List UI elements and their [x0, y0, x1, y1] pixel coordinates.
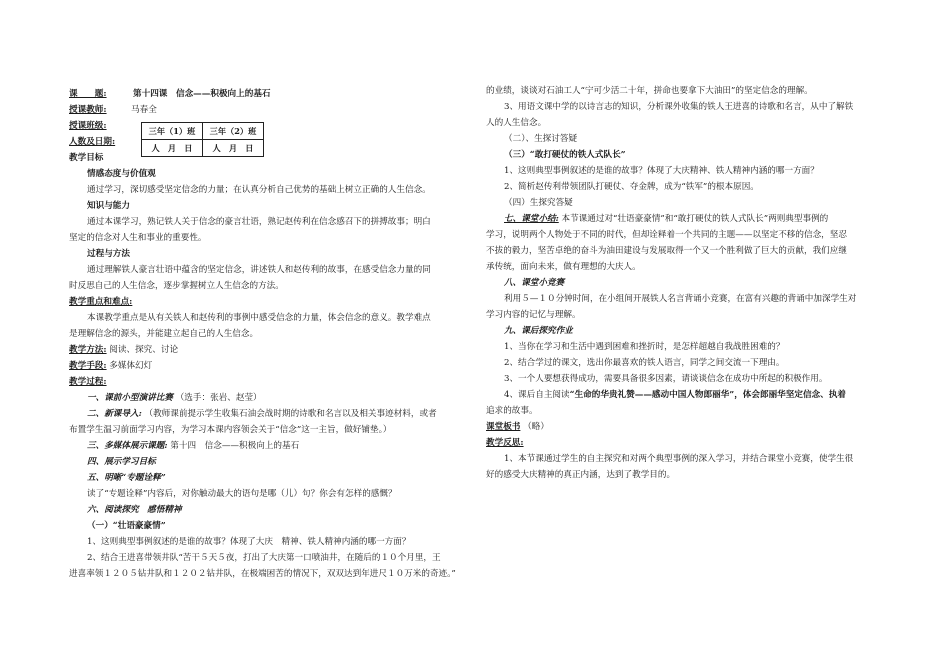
right-line-2: 3、用语文课中学的以诗言志的知识，分析课外收集的铁人王进喜的诗歌和名言，从中了解铁: [504, 102, 854, 112]
summary-row: [486, 211, 884, 227]
homework-1: 1、当你在学习和生活中遇到困难和挫折时，是怎样超越自我战胜困难的？: [504, 342, 785, 352]
step-2-text-1: （教师课前提示学生收集石油会战时期的诗歌和名言以及相关事迹材料，或者: [144, 409, 437, 419]
key-text-1: 本课教学重点是从有关铁人和赵传利的事例中感受信念的力量，体会信念的意义。教学难点: [87, 313, 431, 323]
process-text-1: 通过理解铁人豪言壮语中蕴含的坚定信念，讲述铁人和赵传利的故事，在感受信念力量的同: [87, 265, 431, 275]
attitude-text: 通过学习，深切感受坚定信念的力量；在认真分析自己优势的基础上树立正确的人生信念。: [87, 185, 431, 195]
right-line-7: 2、简析赵传利带领团队打硬仗、夺金牌，成为“铁军”的根本原因。: [504, 182, 759, 192]
step-6-label: 六、阅读探究 感悟精神: [87, 505, 182, 515]
process-title: 教学过程:: [69, 377, 107, 387]
step-2-text-2: 布置学生温习前面学习内容，为学习本课内容领会关于“信念”这一主旨，做好铺垫。）: [69, 425, 392, 435]
homework-2: 2、结合学过的课文，选出你最喜欢的铁人语言，同学之间交流一下理由。: [504, 358, 785, 368]
step-1-label: 一、课前小型演讲比赛: [87, 393, 173, 403]
reflection-label: 教学反思:: [486, 438, 524, 448]
contest-label: 八、课堂小竞赛: [504, 278, 565, 288]
date-1-cell: 人 月 日: [142, 140, 203, 157]
step-5-label: 五、明晰“专题诠释”: [87, 473, 166, 483]
goal-heading: 教学目标: [69, 153, 104, 163]
summary-text-4: 承传统，面向未来，做有理想的大庆人。: [486, 262, 641, 272]
question-2-line-2: 进喜率领１２０５钻井队和１２０２钻井队，在极端困苦的情况下，双双达到年进尺１０万米的奇迹。”: [69, 569, 456, 579]
left-column: [69, 86, 479, 582]
topic-row: [69, 86, 479, 102]
process-heading: 过程与方法: [87, 249, 130, 259]
sub-1-label: （一）“壮语豪豪情”: [87, 521, 166, 531]
step-3-label: 三、多媒体展示课题:: [87, 441, 168, 451]
right-line-1: 的业绩，谈谈对石油工人“宁可少活二十年，拼命也要拿下大油田”的坚定信念的理解。: [486, 86, 813, 96]
summary-text-1: 本节课通过对“壮语豪豪情”和“敢打硬仗的铁人式队长”两则典型事例的: [561, 214, 829, 224]
homework-4-suffix: ，体会郎丽华坚定信念、执着: [734, 390, 846, 400]
right-line-5: （三）“敢打硬仗的铁人式队长”: [504, 150, 626, 160]
step-4-label: 四、展示学习目标: [87, 457, 156, 467]
contest-text-2: 学习内容的记忆与理解。: [486, 310, 581, 320]
board-value: （略）: [523, 422, 549, 432]
question-1: 1、这则典型事例叙述的是谁的故事？体现了大庆 精神、铁人精神内涵的哪一方面？: [87, 537, 411, 547]
homework-3: 3、一个人要想获得成功，需要具备很多因素，请谈谈信念在成功中所起的积极作用。: [504, 374, 828, 384]
means-value: 多媒体幻灯: [109, 361, 153, 371]
key-heading: 教学重点和难点:: [69, 297, 133, 307]
step-3-value: 第十四 信念——积极向上的基石: [170, 441, 300, 451]
homework-4: [486, 387, 884, 403]
summary-label: 七、课堂小结:: [504, 214, 559, 224]
topic-label: 课 题:: [69, 89, 107, 99]
reflection-text-1: 1、本节课通过学生的自主探究和对两个典型事例的深入学习，并结合课堂小竞赛，使学生很: [504, 454, 854, 464]
teacher-label: 授课教师:: [69, 105, 107, 115]
right-line-6: 1、这则典型事例叙述的是谁的故事？体现了大庆精神、铁人精神内涵的哪一方面？: [504, 166, 819, 176]
date-2-cell: 人 月 日: [203, 140, 264, 157]
method-label: 教学方法:: [69, 345, 107, 355]
date-label: 人数及日期:: [69, 137, 116, 147]
right-line-4: （二）、生探讨答疑: [504, 134, 578, 144]
contest-text-1: 利用５—１０分钟时间，在小组间开展铁人名言背诵小竞赛，在富有兴趣的背诵中加深学生对: [504, 294, 857, 304]
homework-label: 九、课后探究作业: [504, 326, 573, 336]
right-line-8: （四）生探究答疑: [504, 198, 573, 208]
method-value: 阅读、探究、讨论: [109, 345, 179, 355]
board-label: 课堂板书: [486, 422, 521, 432]
summary-text-3: 不拔的毅力，坚苦卓绝的奋斗为油田建设与发展取得一个又一个胜利做了巨大的贡献，我们应继: [486, 246, 847, 256]
class-label: 授课班级:: [69, 121, 107, 131]
knowledge-heading: 知识与能力: [87, 201, 130, 211]
right-column: [486, 83, 884, 483]
knowledge-text-2: 坚定的信念对人生和事业的重要性。: [69, 233, 207, 243]
method-row: [69, 342, 479, 358]
class-1-cell: 三年（1）班: [142, 123, 203, 140]
process-text-2: 时反思自己的人生信念，逐步掌握树立人生信念的方法。: [69, 281, 284, 291]
homework-4-book: “生命的华贵礼赞——感动中国人物郎丽华”: [569, 390, 735, 400]
means-label: 教学手段:: [69, 361, 107, 371]
board-row: [486, 419, 884, 435]
step-2-label: 二、新课导入:: [87, 409, 142, 419]
means-row: [69, 358, 479, 374]
summary-text-2: 学习，说明两个人物处于不同的时代，但却诠释着一个共同的主题——以坚定不移的信念，坚忍: [486, 230, 847, 240]
teacher-value: 马春全: [131, 105, 157, 115]
date-row: [69, 134, 479, 150]
step-1-value: （选手：张岩、赵莹）: [175, 393, 262, 403]
teacher-row: [69, 102, 479, 118]
step-3: [69, 438, 479, 454]
question-2-line-1: 2、结合王进喜带领井队“苦干５天５夜，打出了大庆第一口喷油井，在随后的１０个月里，王: [87, 553, 441, 563]
attitude-heading: 情感态度与价值观: [87, 169, 156, 179]
step-5-text: 读了“专题诠释”内容后，对你触动最大的语句是哪（儿）句？你会有怎样的感慨？: [87, 489, 397, 499]
right-line-3: 人的人生信念。: [486, 118, 547, 128]
key-text-2: 是理解信念的源头，并能建立起自己的人生信念。: [69, 329, 259, 339]
step-2: [69, 406, 479, 422]
step-1: [69, 390, 479, 406]
homework-4-line-2: 追求的故事。: [486, 406, 538, 416]
homework-4-prefix: 4、课后自主阅读: [504, 390, 570, 400]
topic-value: 第十四课 信念——积极向上的基石: [133, 89, 271, 99]
class-2-cell: 三年（2）班: [203, 123, 264, 140]
reflection-text-2: 好的感受大庆精神的真正内涵，达到了教学目的。: [486, 470, 676, 480]
knowledge-text-1: 通过本课学习，熟记铁人关于信念的豪言壮语，熟记赵传利在信念感召下的拼搏故事；明白: [87, 217, 431, 227]
